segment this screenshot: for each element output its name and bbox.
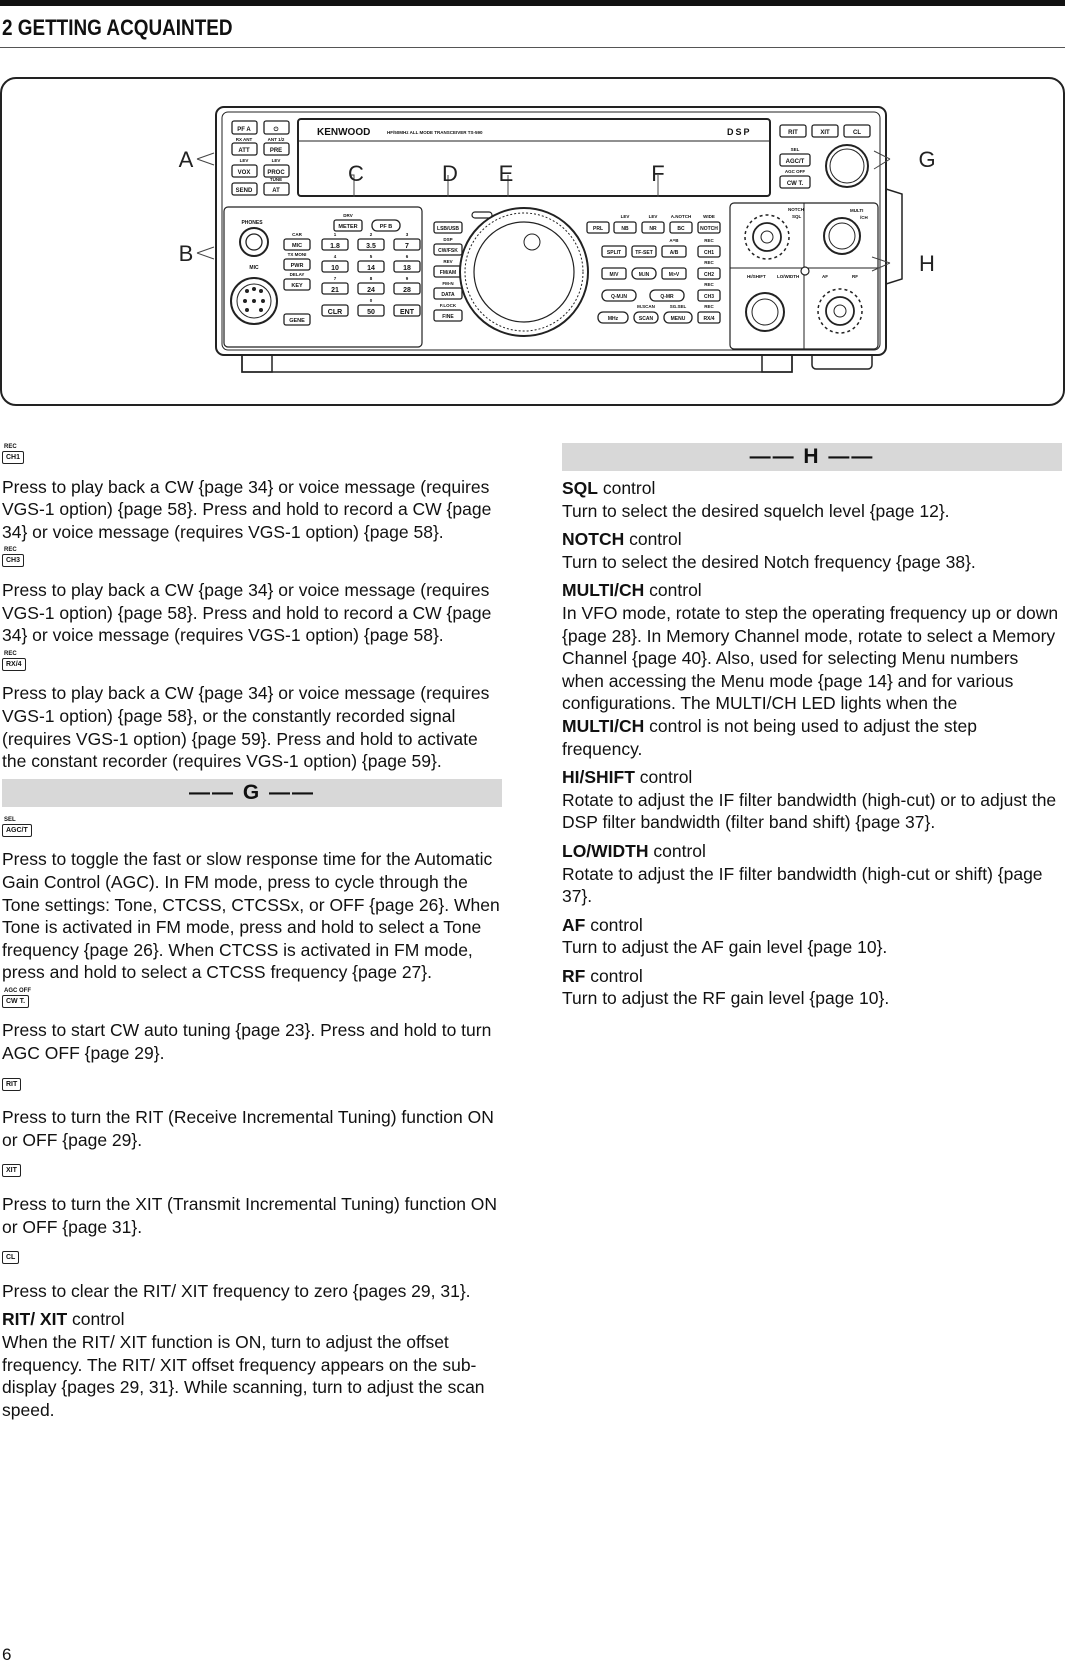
hi-shift-control-title: HI/SHIFT xyxy=(562,767,635,788)
rit-xit-control-description: When the RIT/ XIT function is ON, turn to adjust the offset frequency. The RIT/ XIT offset frequency appears on the sub-display {pages 29, 31}. While scanning, turn to adjust the scan speed. xyxy=(2,1332,485,1420)
svg-text:CW/FSK: CW/FSK xyxy=(438,248,458,254)
af-control-description: Turn to adjust the AF gain level {page 10}. xyxy=(562,937,888,958)
svg-text:SQL: SQL xyxy=(792,214,802,219)
svg-text:50: 50 xyxy=(367,309,375,316)
svg-text:WIDE: WIDE xyxy=(703,214,715,219)
svg-text:7: 7 xyxy=(333,276,337,281)
svg-text:REC: REC xyxy=(704,304,714,309)
svg-text:SCAN: SCAN xyxy=(638,316,654,322)
rf-control-title: RF xyxy=(562,965,586,986)
svg-text:LEV: LEV xyxy=(648,214,658,219)
lo-width-control-title: LO/WIDTH xyxy=(562,840,649,861)
rec-ch3-description: Press to play back a CW {page 34} or voice message (requires VGS-1 option) {page 58}. Press and hold to record a CW {page 34} or voice message (requires VGS-1 option) {page 58}. xyxy=(2,579,492,646)
svg-text:CH3: CH3 xyxy=(703,294,715,300)
svg-text:REC: REC xyxy=(704,238,714,243)
svg-text:RIT: RIT xyxy=(788,130,798,136)
svg-text:CW T.: CW T. xyxy=(786,181,804,187)
svg-text:3: 3 xyxy=(405,232,409,237)
chapter-title: 2 GETTING ACQUAINTED xyxy=(2,15,233,40)
af-control-block: AF control Turn to adjust the AF gain level {page 10}. xyxy=(562,914,1062,959)
sql-control-block: SQL control Turn to select the desired squelch level {page 12}. xyxy=(562,477,1062,522)
multi-ch-control-description: In VFO mode, rotate to step the operating frequency up or down {page 28}. In Memory Channel mode, rotate to select a Memory Channel {page 40}. Also, used for selecting Menu numbers when accessing the Menu mode {page 14} and for various configurations. The MULTI/CH LED lights when the MULTI/CH control is not being used to adjust the step frequency. xyxy=(562,602,1059,759)
agc-t-description: Press to toggle the fast or slow response time for the Automatic Gain Control (AGC). In FM mode, press to cycle through the Tone settings: Tone, CTCSS, CTCSSx, or OFF {page 26}. When Tone is activated in FM mode, press and hold to select a Tone frequency {page 26}. When CTCSS is activated in FM mode, press and hold to select a CTCSS frequency {page 27}. xyxy=(2,849,500,983)
rit-key-description: Press to turn the RIT (Receive Incremental Tuning) function ON or OFF {page 29}. xyxy=(2,1107,494,1150)
cw-t-description: Press to start CW auto tuning {page 23}. Press and hold to turn AGC OFF {page 29}. xyxy=(2,1020,492,1064)
cw-t-key-icon: AGC OFF CW T. xyxy=(2,988,36,1014)
svg-text:Q-MR: Q-MR xyxy=(660,294,674,300)
svg-text:AF: AF xyxy=(822,274,828,279)
sql-control-description: Turn to select the desired squelch level {page 12}. xyxy=(562,500,950,521)
svg-text:LEV: LEV xyxy=(271,158,281,163)
svg-text:METER: METER xyxy=(338,224,358,230)
svg-text:A/B: A/B xyxy=(669,250,679,256)
lo-width-control-block: LO/WIDTH control Rotate to adjust the IF filter bandwidth (high-cut or shift) {page 37}. xyxy=(562,840,1062,908)
cw-t-block xyxy=(2,984,502,1065)
rec-ch1-block xyxy=(2,440,502,543)
callout-d: D xyxy=(442,161,458,186)
notch-control-block: NOTCH control Turn to select the desired Notch frequency {page 38}. xyxy=(562,528,1062,573)
brand-logo: KENWOOD xyxy=(317,127,371,138)
svg-text:SEND: SEND xyxy=(235,188,253,194)
svg-text:RX/4: RX/4 xyxy=(703,316,715,322)
svg-text:CLR: CLR xyxy=(327,309,343,316)
rit-xit-control-block: RIT/ XIT control When the RIT/ XIT function is ON, turn to adjust the offset frequency. The RIT/ XIT offset frequency appears on the sub-display {pages 29, 31}. While scanning, turn to adjust the scan speed. xyxy=(2,1308,502,1421)
svg-text:TF-SET: TF-SET xyxy=(635,250,653,256)
svg-text:2: 2 xyxy=(369,232,373,237)
callout-f: F xyxy=(651,161,665,186)
svg-text:MHz: MHz xyxy=(607,316,619,322)
svg-text:8: 8 xyxy=(369,276,373,281)
section-g-heading: —— G —— xyxy=(2,779,502,807)
svg-text:A=B: A=B xyxy=(669,238,679,243)
svg-text:FM/AM: FM/AM xyxy=(439,270,457,276)
svg-text:ENT: ENT xyxy=(400,309,414,316)
svg-text:SEL: SEL xyxy=(790,147,800,152)
xit-key-icon: XIT xyxy=(2,1161,30,1187)
rec-ch1-description: Press to play back a CW {page 34} or voice message (requires VGS-1 option) {page 58}. Press and hold to record a CW {page 34} or voice message (requires VGS-1 option) {page 58}. xyxy=(2,476,492,542)
rec-ch3-key-icon: REC CH3 xyxy=(2,547,30,573)
svg-text:MIC: MIC xyxy=(249,265,259,271)
svg-text:Q-M.IN: Q-M.IN xyxy=(610,294,628,300)
svg-text:24: 24 xyxy=(367,287,375,294)
rec-ch3-block xyxy=(2,543,502,646)
rf-control-description: Turn to adjust the RF gain level {page 10}. xyxy=(562,988,890,1009)
svg-text:PRE: PRE xyxy=(269,148,283,154)
callout-a: A xyxy=(178,147,194,172)
svg-text:RX ANT: RX ANT xyxy=(235,137,253,142)
svg-text:MENU: MENU xyxy=(670,316,686,322)
svg-text:4: 4 xyxy=(333,254,337,259)
notch-control-title: NOTCH xyxy=(562,529,625,550)
svg-text:LSB/USB: LSB/USB xyxy=(437,226,459,232)
svg-text:MULTI: MULTI xyxy=(850,208,864,213)
header-underline xyxy=(0,47,1065,48)
svg-text:1: 1 xyxy=(333,232,337,237)
svg-text:NOTCH: NOTCH xyxy=(700,226,718,232)
multi-ch-control-title: MULTI/CH xyxy=(562,580,645,601)
rec-rx4-key-icon: REC RX/4 xyxy=(2,651,30,677)
svg-text:DELAY: DELAY xyxy=(289,272,305,277)
svg-text:TUNE: TUNE xyxy=(269,177,283,182)
svg-text:CL: CL xyxy=(853,130,861,136)
page-number: 6 xyxy=(2,1645,12,1664)
svg-text:NOTCH: NOTCH xyxy=(788,207,804,212)
svg-text:AT: AT xyxy=(272,188,280,194)
svg-text:SG.SEL: SG.SEL xyxy=(669,304,687,309)
svg-text:PHONES: PHONES xyxy=(241,220,263,226)
svg-text:PROC: PROC xyxy=(267,170,285,176)
header-top-rule xyxy=(0,0,1065,6)
svg-text:RF: RF xyxy=(852,274,858,279)
key-pfa-label: PF A xyxy=(237,127,251,133)
callout-c: C xyxy=(348,161,364,186)
svg-text:CH2: CH2 xyxy=(703,272,715,278)
svg-text:M.SCAN: M.SCAN xyxy=(637,304,655,309)
sql-control-title: SQL xyxy=(562,478,598,498)
svg-text:NR: NR xyxy=(649,226,657,232)
svg-text:BC: BC xyxy=(677,226,685,232)
xit-key-description: Press to turn the XIT (Transmit Incremental Tuning) function ON or OFF {page 31}. xyxy=(2,1194,498,1237)
svg-text:PRL: PRL xyxy=(593,226,603,232)
svg-text:M.IN: M.IN xyxy=(638,272,650,278)
svg-text:CH1: CH1 xyxy=(703,250,715,256)
svg-text:3.5: 3.5 xyxy=(366,243,376,250)
rec-rx4-description: Press to play back a CW {page 34} or voice message (requires VGS-1 option) {page 58}, or the constantly recorded signal (requires VGS-1 option) {page 59}. Press and hold to activate the constant recorder (requires VGS-1 option) {page 59}. xyxy=(2,683,490,772)
cl-key-icon: CL xyxy=(2,1248,30,1274)
svg-text:21: 21 xyxy=(331,287,339,294)
svg-text:14: 14 xyxy=(367,265,375,272)
rec-ch1-key-icon: REC CH1 xyxy=(2,444,30,470)
svg-text:REC: REC xyxy=(704,282,714,287)
multi-ch-control-block: MULTI/CH control In VFO mode, rotate to step the operating frequency up or down {page 28}. In Memory Channel mode, rotate to select a Memory Channel {page 40}. Also, used for selecting Menu numbers when accessing the Menu mode {page 14} and for various configurations. The MULTI/CH LED lights when the MULTI/CH control is not being used to adjust the step frequency. xyxy=(562,579,1062,760)
svg-text:XIT: XIT xyxy=(820,130,830,136)
svg-text:LO/WIDTH: LO/WIDTH xyxy=(777,274,800,279)
svg-text:REV: REV xyxy=(443,259,453,264)
rf-control-block: RF control Turn to adjust the RF gain level {page 10}. xyxy=(562,965,1062,1010)
svg-text:1.8: 1.8 xyxy=(330,243,340,250)
svg-text:A.NOTCH: A.NOTCH xyxy=(670,214,692,219)
svg-text:M>V: M>V xyxy=(668,272,680,278)
svg-text:10: 10 xyxy=(331,265,339,272)
section-h-heading: —— H —— xyxy=(562,443,1062,471)
front-panel-drawing xyxy=(2,79,1063,404)
svg-text:DSP: DSP xyxy=(727,127,752,137)
svg-text:28: 28 xyxy=(403,287,411,294)
svg-text:NB: NB xyxy=(621,226,629,232)
xit-key-block xyxy=(2,1157,502,1238)
notch-control-description: Turn to select the desired Notch frequency {page 38}. xyxy=(562,551,976,572)
rit-key-block xyxy=(2,1071,502,1152)
hi-shift-control-block: HI/SHIFT control Rotate to adjust the IF filter bandwidth (high-cut) or to adjust the DSP filter bandwidth (filter band shift) {page 37}. xyxy=(562,766,1062,834)
svg-text:HI/SHIFT: HI/SHIFT xyxy=(747,274,766,279)
callout-g: G xyxy=(918,147,936,172)
svg-text:0: 0 xyxy=(369,298,373,303)
lo-width-control-description: Rotate to adjust the IF filter bandwidth (high-cut or shift) {page 37}. xyxy=(562,863,1043,907)
svg-text:⏻: ⏻ xyxy=(273,127,279,133)
svg-text:REC: REC xyxy=(704,260,714,265)
svg-text:DSP: DSP xyxy=(443,237,453,242)
left-column xyxy=(2,440,502,1421)
cl-key-block xyxy=(2,1244,502,1302)
callout-h: H xyxy=(919,251,935,276)
svg-text:6: 6 xyxy=(405,254,409,259)
rec-rx4-block xyxy=(2,647,502,773)
callout-e: E xyxy=(498,161,514,186)
svg-text:18: 18 xyxy=(403,265,411,272)
svg-text:GENE: GENE xyxy=(289,318,305,324)
svg-text:AGC OFF: AGC OFF xyxy=(784,169,806,174)
svg-text:PF B: PF B xyxy=(379,224,393,230)
svg-text:KEY: KEY xyxy=(291,283,303,289)
svg-text:DATA: DATA xyxy=(441,292,455,298)
svg-text:PWR: PWR xyxy=(290,263,304,269)
svg-text:F.LOCK: F.LOCK xyxy=(439,303,457,308)
svg-text:5: 5 xyxy=(369,254,373,259)
af-control-title: AF xyxy=(562,914,586,935)
agc-t-key-icon: SEL AGC/T xyxy=(2,817,36,843)
cl-key-description: Press to clear the RIT/ XIT frequency to zero {pages 29, 31}. xyxy=(2,1280,471,1301)
svg-text:AGC/T: AGC/T xyxy=(785,159,805,165)
svg-text:LEV: LEV xyxy=(620,214,630,219)
svg-text:SPLIT: SPLIT xyxy=(606,250,622,256)
svg-text:CAR: CAR xyxy=(292,232,302,237)
svg-text:VOX: VOX xyxy=(237,170,251,176)
svg-text:9: 9 xyxy=(405,276,409,281)
transceiver-front-panel-figure xyxy=(0,77,1065,406)
svg-text:LEV: LEV xyxy=(239,158,249,163)
rit-key-icon: RIT xyxy=(2,1075,30,1101)
svg-text:FINE: FINE xyxy=(442,314,454,320)
svg-text:DRV: DRV xyxy=(343,213,353,218)
svg-text:ANT 1/2: ANT 1/2 xyxy=(267,137,285,142)
right-column xyxy=(562,443,1062,1010)
svg-text:FM-N: FM-N xyxy=(442,281,454,286)
callout-b: B xyxy=(178,241,194,266)
svg-text:7: 7 xyxy=(405,243,409,250)
svg-text:M/V: M/V xyxy=(609,272,619,278)
rit-xit-control-title: RIT/ XIT xyxy=(2,1309,68,1330)
agc-t-block xyxy=(2,813,502,984)
svg-text:MIC: MIC xyxy=(291,243,303,249)
svg-text:/CH: /CH xyxy=(860,215,868,220)
hi-shift-control-description: Rotate to adjust the IF filter bandwidth (high-cut) or to adjust the DSP filter bandwidth (filter band shift) {page 37}. xyxy=(562,789,1057,833)
svg-text:HF/50MHz ALL MODE TRANSCEIVER: HF/50MHz ALL MODE TRANSCEIVER TS-590 xyxy=(387,130,483,135)
svg-text:ATT: ATT xyxy=(238,148,250,154)
svg-text:TX MONI: TX MONI xyxy=(287,252,307,257)
